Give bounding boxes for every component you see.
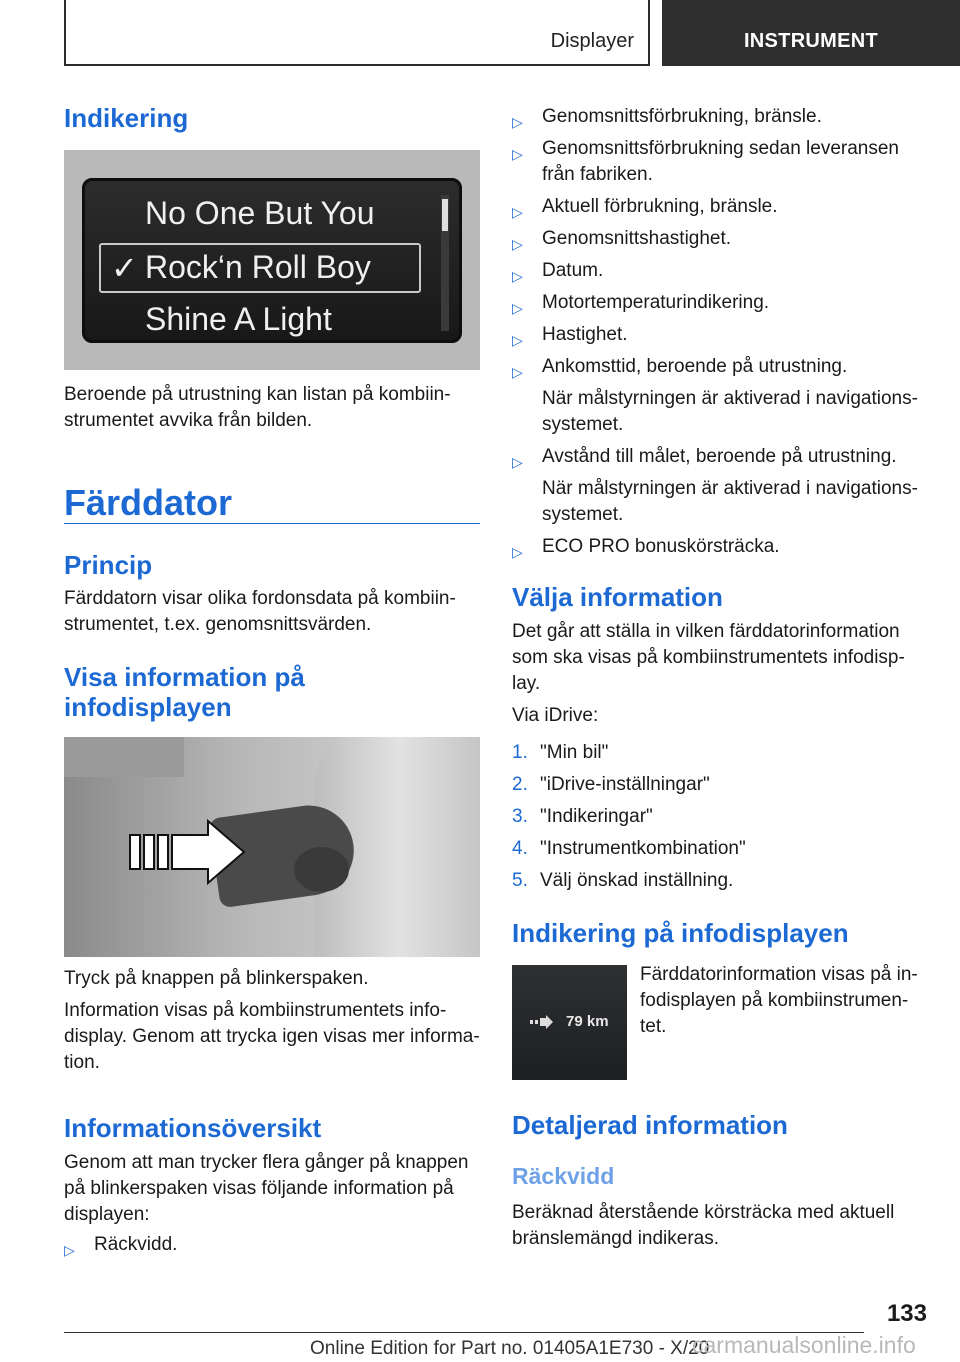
display-item-3: Shine A Light <box>145 301 332 337</box>
ind-info-text: Färddatorinformation visas på in- fodisplayen på kombiinstrumen- tet. <box>640 964 918 1037</box>
triangle-bullet-icon: ▷ <box>64 1242 75 1258</box>
stalk-image <box>64 737 480 957</box>
triangle-bullet-icon: ▷ <box>512 146 523 162</box>
stalk-knob <box>294 847 349 892</box>
heading-rule <box>64 523 480 524</box>
range-arrow-icon <box>530 1015 554 1034</box>
triangle-bullet-icon: ▷ <box>512 268 523 284</box>
princip-text: Färddatorn visar olika fordonsdata på kombiin- strumentet, t.ex. genomsnittsvärden. <box>64 588 456 635</box>
check-icon: ✓ <box>111 250 138 286</box>
visa-text-2: Information visas på kombiinstrumentets info- display. Genom att trycka igen visas mer informa- tion. <box>64 1000 480 1073</box>
oversikt-text: Genom att man trycker flera gånger på knappen på blinkerspaken visas följande information på displayen: <box>64 1152 469 1225</box>
triangle-bullet-icon: ▷ <box>512 204 523 220</box>
display-scroll-thumb <box>442 199 448 231</box>
visa-heading: Visa information på infodisplayen <box>64 662 305 722</box>
header-frame <box>64 0 650 66</box>
indikering-heading: Indikering <box>64 103 189 133</box>
display-screen <box>82 178 462 343</box>
display-item-2: Rock‘n Roll Boy <box>145 249 371 285</box>
via-idrive: Via iDrive: <box>512 705 599 726</box>
arrow-icon <box>128 817 248 892</box>
display-item-1: No One But You <box>145 195 375 231</box>
detalj-heading: Detaljerad information <box>512 1110 788 1140</box>
triangle-bullet-icon: ▷ <box>512 236 523 252</box>
ind-info-heading: Indikering på infodisplayen <box>512 918 849 948</box>
princip-heading: Princip <box>64 550 153 580</box>
avstand-note: När målstyrningen är aktiverad i navigations- systemet. <box>542 478 918 525</box>
triangle-bullet-icon: ▷ <box>512 114 523 130</box>
panel-shape <box>64 737 184 777</box>
edition-text: Online Edition for Part no. 01405A1E730 - X/20 <box>310 1338 710 1359</box>
triangle-bullet-icon: ▷ <box>512 300 523 316</box>
page-number: 133 <box>886 1300 927 1327</box>
triangle-bullet-icon: ▷ <box>512 544 523 560</box>
farddator-heading: Färddator <box>64 482 233 523</box>
triangle-bullet-icon: ▷ <box>512 332 523 348</box>
valja-heading: Välja information <box>512 582 723 612</box>
indikering-note: Beroende på utrustning kan listan på kombiin- strumentet avvika från bilden. <box>64 384 451 431</box>
triangle-bullet-icon: ▷ <box>512 454 523 470</box>
range-value: 79 km <box>566 1013 609 1030</box>
rackvidd-text: Beräknad återstående körsträcka med aktuell bränslemängd indikeras. <box>512 1202 895 1249</box>
watermark: carmanualsonline.info <box>692 1332 916 1358</box>
section-title: Displayer <box>550 30 634 52</box>
valja-text: Det går att ställa in vilken färddatorinformation som ska visas på kombiinstrumentets infodisp- lay. <box>512 621 905 694</box>
range-display-image <box>512 965 627 1080</box>
oversikt-heading: Informationsöversikt <box>64 1113 322 1143</box>
visa-text-1: Tryck på knappen på blinkerspaken. <box>64 968 369 989</box>
ankomst-note: När målstyrningen är aktiverad i navigations- systemet. <box>542 388 918 435</box>
triangle-bullet-icon: ▷ <box>512 364 523 380</box>
chapter-title: INSTRUMENT <box>662 0 960 66</box>
display-list-image <box>64 150 480 370</box>
rackvidd-heading: Räckvidd <box>512 1163 615 1189</box>
